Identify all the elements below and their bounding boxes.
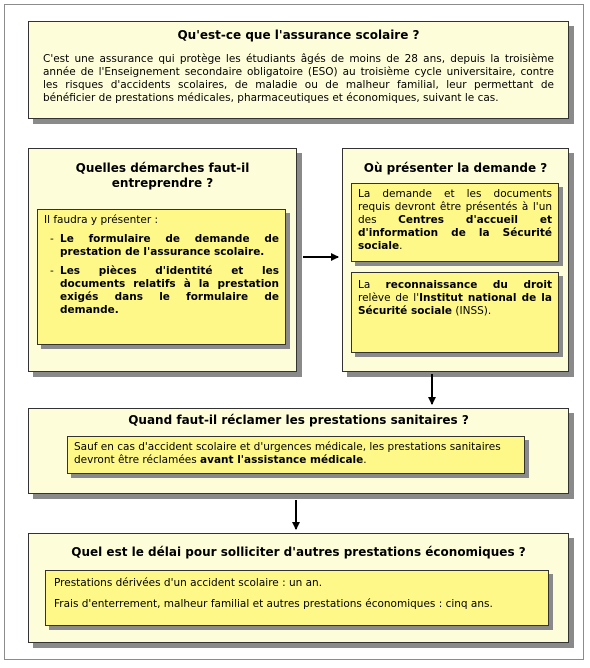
text-bold: reconnaissance du droit — [385, 279, 552, 291]
panel-title: Quel est le délai pour solliciter d'autres prestations économiques ? — [71, 545, 526, 559]
deadline-line: Frais d'enterrement, malheur familial et autres prestations économiques : cinq ans. — [54, 598, 493, 610]
deadline-line: Prestations dérivées d'un accident scolaire : un an. — [54, 577, 323, 589]
text: relève de l' — [358, 292, 420, 304]
text: . — [363, 454, 367, 466]
panel-body: C'est une assurance qui protège les étudiants âgés de moins de 28 ans, depuis la troisième année de l'Enseignement secondaire obligatoire (ESO) au troisième cycle universitaire, contre les risques d'accidents scolaires, de maladie ou de malheur familial, leur permettant de bénéficier de prestations médicales, pharmaceutiques et économiques, suivant le cas. — [43, 53, 554, 104]
text: Sauf en cas d'accident scolaire et d'urgences médicale, les prestations sanitaires devront être réclamées — [74, 441, 501, 466]
panel-title: Qu'est-ce que l'assurance scolaire ? — [177, 28, 420, 42]
text: (INSS). — [452, 305, 492, 317]
procedures-intro: Il faudra y présenter : — [44, 214, 159, 226]
text-bold: Institut national de la Sécurité sociale — [358, 292, 552, 317]
text: La demande et les documents requis devront être présentés à l'un des — [358, 188, 552, 226]
text: La — [358, 279, 386, 291]
list-item: - Le formulaire de demande de prestation de l'assurance scolaire. — [44, 233, 279, 259]
title-text: Quelles démarches faut-il entreprendre ? — [75, 161, 250, 190]
list-item: - Les pièces d'identité et les documents relatifs à la prestation exigés dans le formulaire de demande. — [44, 265, 279, 317]
text: . — [399, 240, 403, 252]
text-bold: Centres d'accueil et d'information de la Sécurité sociale — [358, 214, 553, 252]
text-bold: avant l'assistance médicale — [200, 454, 364, 466]
panel-title: Quand faut-il réclamer les prestations sanitaires ? — [128, 413, 469, 427]
panel-title: Où présenter la demande ? — [363, 161, 548, 175]
